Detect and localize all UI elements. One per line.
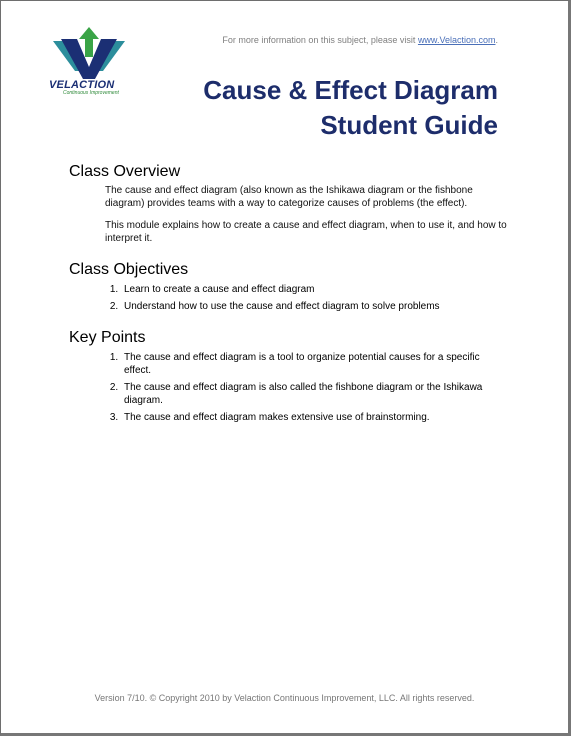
logo-tagline: Continuous Improvement	[63, 90, 119, 96]
overview-paragraph: This module explains how to create a cause and effect diagram, when to use it, and how to interpret it.	[105, 220, 507, 244]
header-note-end: .	[495, 35, 498, 45]
overview-section	[69, 163, 509, 245]
page-title	[203, 73, 498, 143]
list-item: 1. The cause and effect diagram is a tool to organize potential causes for a specific effect.	[121, 351, 509, 377]
copyright-footer: Version 7/10. © Copyright 2010 by Velaction Continuous Improvement, LLC. All rights reserved.	[94, 693, 475, 703]
overview-paragraph: The cause and effect diagram (also known as the Ishikawa diagram or the fishbone diagram) provides teams with a way to categorize causes of problems (the effect).	[105, 185, 473, 209]
title-line-1: Cause & Effect Diagram	[203, 75, 498, 105]
objectives-heading: Class Objectives	[69, 261, 189, 278]
website-link[interactable]: www.Velaction.com	[417, 35, 496, 45]
header-note	[222, 35, 498, 45]
main-content	[69, 163, 509, 440]
list-item: 2. The cause and effect diagram is also called the fishbone diagram or the Ishikawa diagram.	[121, 381, 509, 407]
overview-heading: Class Overview	[69, 163, 181, 180]
list-item: 1. Learn to create a cause and effect diagram	[121, 283, 509, 296]
title-line-2: Student Guide	[320, 110, 498, 140]
objectives-section	[69, 261, 509, 313]
key-points-section	[69, 329, 509, 424]
key-points-list	[105, 351, 509, 424]
list-item: 2. Understand how to use the cause and effect diagram to solve problems	[121, 300, 509, 313]
logo-wordmark: VELACTION	[49, 79, 115, 91]
list-item: 3. The cause and effect diagram makes extensive use of brainstorming.	[121, 411, 509, 424]
objectives-list	[105, 283, 509, 313]
header-note-text: For more information on this subject, please visit	[222, 35, 418, 45]
key-points-heading: Key Points	[69, 329, 146, 346]
